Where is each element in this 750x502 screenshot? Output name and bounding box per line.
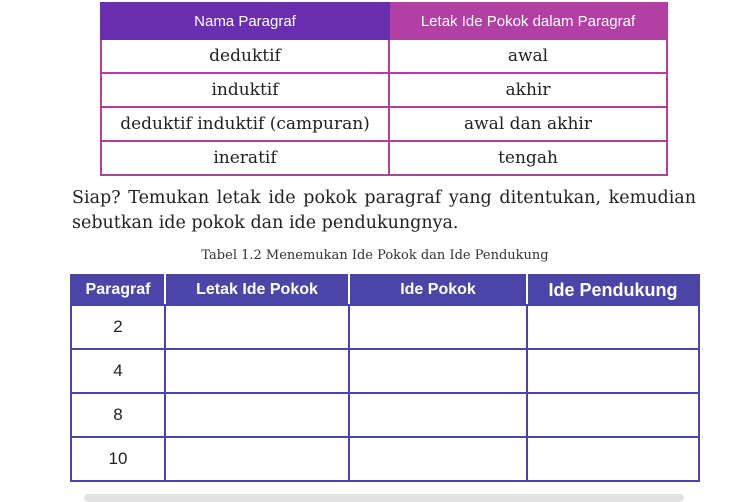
paragraph-number: 8 [71, 393, 165, 437]
paragraph-type-table [100, 2, 668, 176]
table-cell: ineratif [101, 141, 389, 175]
table-row [101, 141, 667, 175]
paragraph-number: 10 [71, 437, 165, 481]
table-cell: induktif [101, 73, 389, 107]
table-header-row [101, 3, 667, 39]
table-row [101, 39, 667, 73]
answer-cell-letak[interactable] [165, 393, 349, 437]
answer-cell-ide-pendukung[interactable] [527, 349, 699, 393]
instruction-paragraph: Siap? Temukan letak ide pokok paragraf yang ditentukan, kemudian sebutkan ide pokok dan ide pendukungnya. [72, 188, 696, 233]
answer-cell-letak[interactable] [165, 437, 349, 481]
paragraph-number: 4 [71, 349, 165, 393]
answer-cell-letak[interactable] [165, 305, 349, 349]
table-cell: awal [389, 39, 667, 73]
table-cell: deduktif [101, 39, 389, 73]
answer-cell-letak[interactable] [165, 349, 349, 393]
header-ide-pendukung: Ide Pendukung [527, 275, 699, 305]
table-caption: Tabel 1.2 Menemukan Ide Pokok dan Ide Pendukung [201, 248, 549, 263]
table-row [101, 73, 667, 107]
table-row [71, 393, 699, 437]
answer-cell-ide-pendukung[interactable] [527, 437, 699, 481]
answer-cell-ide-pendukung[interactable] [527, 393, 699, 437]
header-letak-ide-pokok: Letak Ide Pokok dalam Paragraf [389, 3, 667, 39]
table-row [101, 107, 667, 141]
table-cell: akhir [389, 73, 667, 107]
answer-cell-ide-pokok[interactable] [349, 393, 527, 437]
table-row [71, 437, 699, 481]
table-cell: deduktif induktif (campuran) [101, 107, 389, 141]
table-cell: awal dan akhir [389, 107, 667, 141]
table-row [71, 305, 699, 349]
paragraph-number: 2 [71, 305, 165, 349]
answer-cell-ide-pokok[interactable] [349, 437, 527, 481]
header-paragraf: Paragraf [71, 275, 165, 305]
exercise-table [70, 274, 700, 482]
answer-cell-ide-pokok[interactable] [349, 349, 527, 393]
answer-cell-ide-pendukung[interactable] [527, 305, 699, 349]
header-letak-ide-pokok: Letak Ide Pokok [165, 275, 349, 305]
table-header-row [71, 275, 699, 305]
answer-cell-ide-pokok[interactable] [349, 305, 527, 349]
page-edge-divider [84, 494, 684, 502]
header-ide-pokok: Ide Pokok [349, 275, 527, 305]
table-cell: tengah [389, 141, 667, 175]
header-nama-paragraf: Nama Paragraf [101, 3, 389, 39]
table-row [71, 349, 699, 393]
